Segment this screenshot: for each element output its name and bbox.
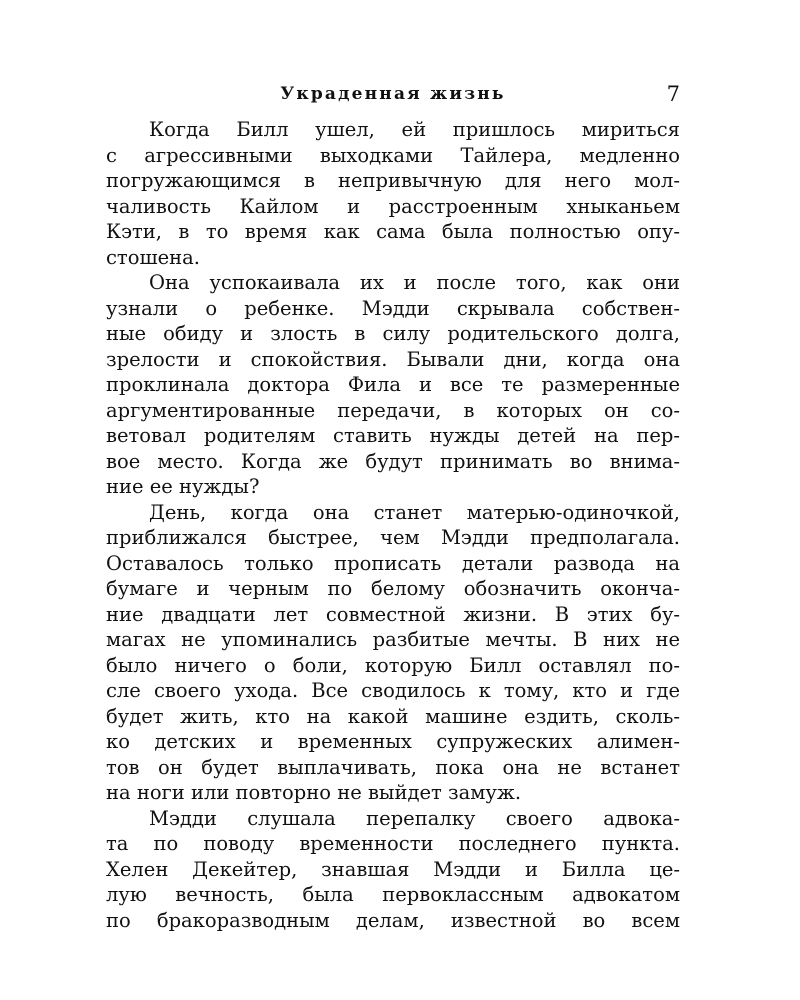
running-header bbox=[106, 80, 680, 108]
text-line: будет жить, кто на какой машине ездить, сколь- bbox=[106, 704, 680, 728]
page-number: 7 bbox=[666, 82, 680, 106]
text-line: приближался быстрее, чем Мэдди предполагала. bbox=[106, 526, 680, 549]
text-line: ние ее нужды? bbox=[106, 475, 260, 498]
text-line: вое место. Когда же будут принимать во внима- bbox=[106, 449, 680, 473]
text-line: сле своего ухода. Все сводилось к тому, кто и где bbox=[106, 679, 680, 702]
text-line: аргументированные передачи, в которых он со- bbox=[106, 398, 680, 422]
text-line: узнали о ребенке. Мэдди скрывала собствен- bbox=[106, 296, 680, 320]
text-line: ветовал родителям ставить нужды детей на пер- bbox=[106, 424, 680, 447]
text-line: зрелости и спокойствия. Бывали дни, когда она bbox=[106, 347, 680, 371]
text-line: лую вечность, была первоклассным адвокатом bbox=[106, 883, 680, 906]
text-line: Хелен Декейтер, знавшая Мэдди и Билла це- bbox=[106, 857, 680, 881]
text-line: погружающимся в непривычную для него мол- bbox=[106, 169, 680, 192]
text-line: Кэти, в то время как сама была полностью опу- bbox=[106, 220, 680, 243]
running-title: Украденная жизнь bbox=[280, 84, 506, 104]
text-line: стошена. bbox=[106, 245, 200, 269]
text-line: ко детских и временных супружеских алимен- bbox=[106, 730, 680, 753]
text-line: на ноги или повторно не выйдет замуж. bbox=[106, 781, 522, 804]
text-line: ные обиду и злость в силу родительского долга, bbox=[106, 322, 680, 345]
text-line: Мэдди слушала перепалку своего адвока- bbox=[149, 806, 680, 830]
text-line: было ничего о боли, которую Билл оставлял по- bbox=[106, 653, 680, 677]
text-line: Оставалось только прописать детали развода на bbox=[106, 551, 680, 575]
body-text bbox=[106, 117, 680, 933]
text-line: чаливость Кайлом и расстроенным хныканьем bbox=[106, 194, 680, 218]
text-line: проклинала доктора Фила и все те размеренные bbox=[106, 373, 680, 396]
text-line: ние двадцати лет совместной жизни. В этих бу- bbox=[106, 602, 680, 626]
text-line: по бракоразводным делам, известной во всем bbox=[106, 908, 680, 932]
text-line: магах не упоминались разбитые мечты. В них не bbox=[106, 628, 680, 651]
text-line: та по поводу временности последнего пункта. bbox=[106, 832, 680, 855]
text-line: День, когда она станет матерью-одиночкой, bbox=[149, 500, 680, 524]
text-line: Она успокаивала их и после того, как они bbox=[149, 271, 680, 294]
text-line: с агрессивными выходками Тайлера, медленно bbox=[106, 143, 680, 167]
text-line: Когда Билл ушел, ей пришлось мириться bbox=[149, 118, 680, 141]
text-line: тов он будет выплачивать, пока она не встанет bbox=[106, 755, 680, 779]
text-line: бумаге и черным по белому обозначить оконча- bbox=[106, 577, 680, 600]
